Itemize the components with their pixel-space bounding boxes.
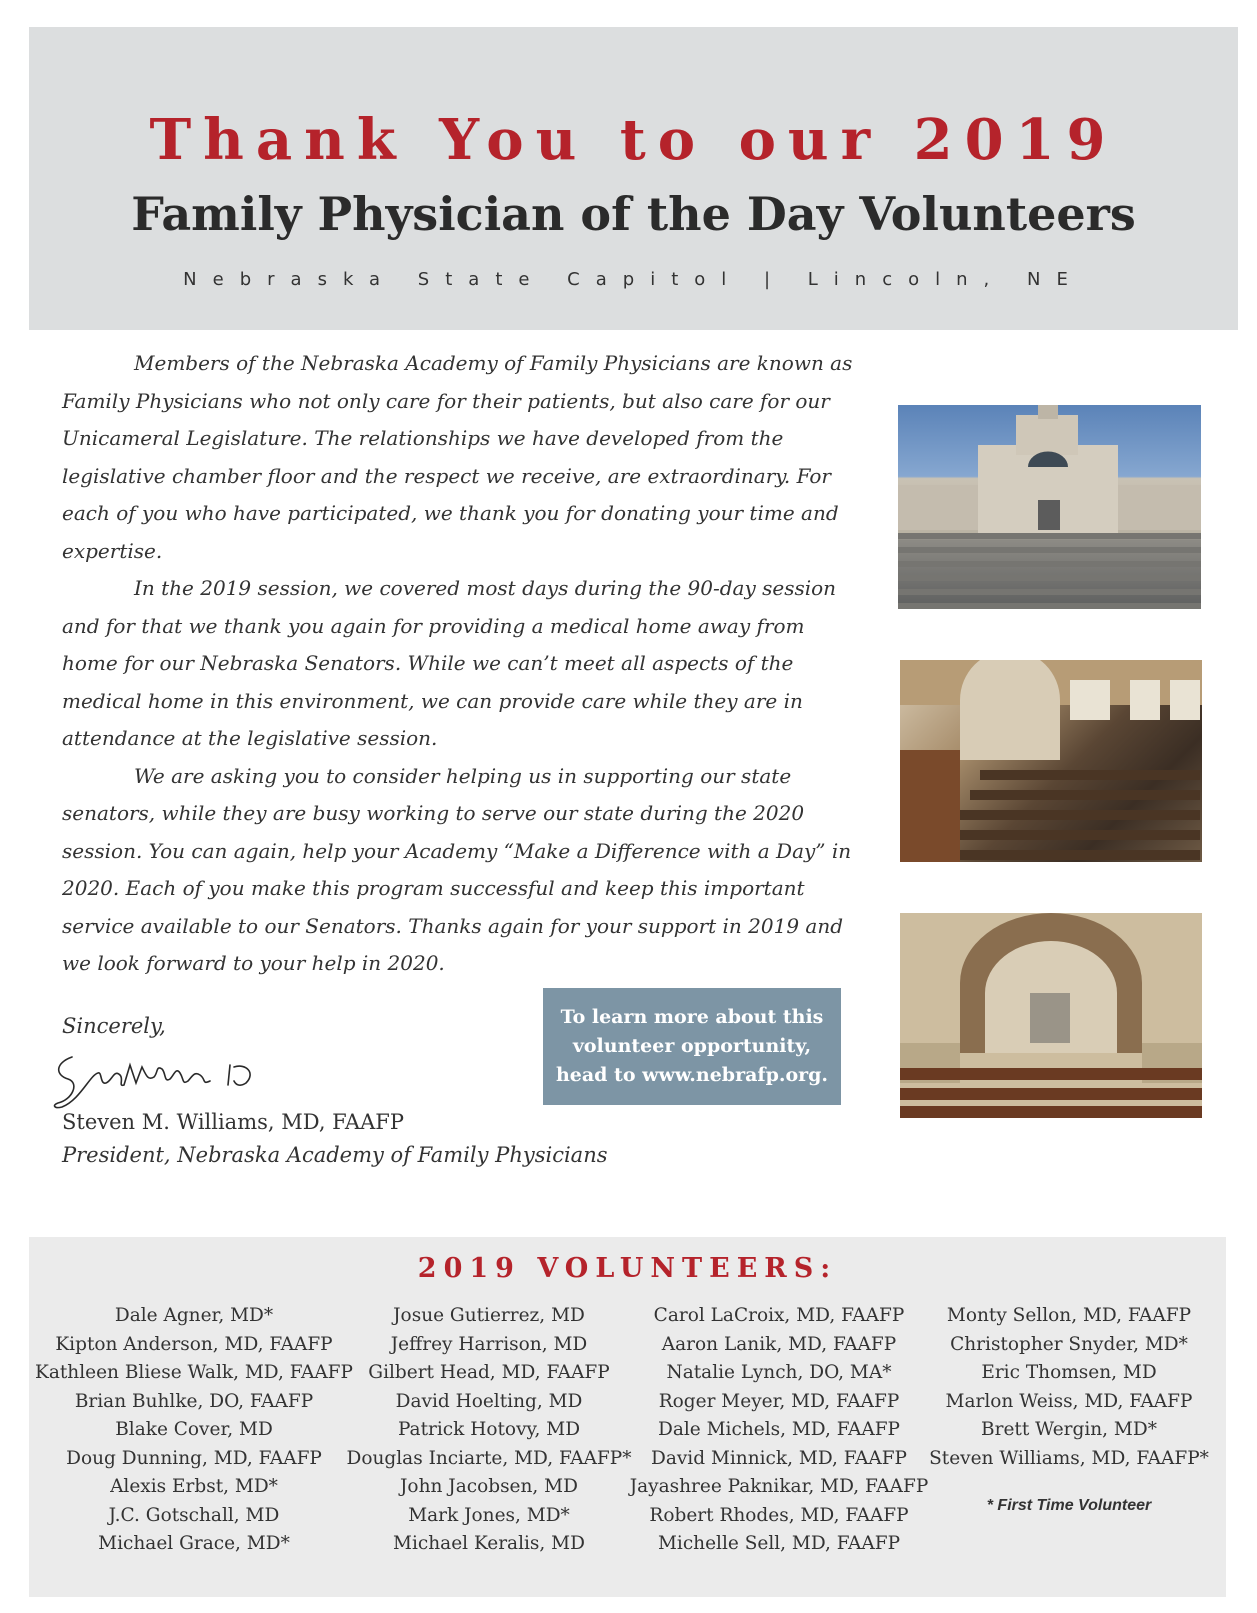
page-subtitle: Family Physician of the Day Volunteers — [131, 187, 1136, 241]
header-banner — [29, 27, 1238, 330]
volunteer-column-3 — [619, 1302, 939, 1559]
location-line: Nebraska State Capitol | Lincoln, NE — [183, 269, 1084, 290]
volunteer-name: Christopher Snyder, MD* — [950, 1333, 1188, 1355]
volunteer-name: Michael Keralis, MD — [393, 1533, 585, 1554]
volunteer-column-4 — [909, 1302, 1229, 1473]
letter-closing: Sincerely, — [62, 1014, 166, 1038]
signature-image — [50, 1045, 290, 1115]
volunteer-name: Doug Dunning, MD, FAAFP — [66, 1447, 322, 1469]
volunteer-name: Kathleen Bliese Walk, MD, FAAFP — [35, 1362, 353, 1383]
volunteer-name: David Hoelting, MD — [395, 1390, 583, 1412]
first-time-footnote: * First Time Volunteer — [986, 1497, 1152, 1514]
volunteer-name: Michael Grace, MD* — [98, 1533, 290, 1554]
chamber-interior-photo — [900, 913, 1202, 1118]
volunteer-name: David Minnick, MD, FAAFP — [650, 1447, 907, 1469]
volunteer-name: Eric Thomsen, MD — [981, 1362, 1157, 1383]
volunteer-column-2 — [329, 1302, 649, 1559]
volunteer-name: Alexis Erbst, MD* — [110, 1476, 278, 1497]
volunteer-name: Brian Buhlke, DO, FAAFP — [74, 1390, 314, 1412]
volunteer-name: Dale Agner, MD* — [114, 1305, 274, 1326]
volunteer-name: Jeffrey Harrison, MD — [390, 1333, 588, 1355]
volunteer-name: Brett Wergin, MD* — [981, 1419, 1157, 1440]
volunteer-name: Natalie Lynch, DO, MA* — [666, 1362, 892, 1383]
letter-body — [62, 345, 862, 983]
volunteer-name: Patrick Hotovy, MD — [397, 1419, 581, 1440]
volunteer-name: Douglas Inciarte, MD, FAAFP* — [346, 1447, 632, 1469]
volunteer-name: Michelle Sell, MD, FAAFP — [657, 1533, 901, 1554]
volunteer-name: Kipton Anderson, MD, FAAFP — [55, 1333, 333, 1355]
volunteers-section — [29, 1237, 1226, 1597]
letter-paragraph: We are asking you to consider helping us in supporting our state senators, while they are busy working to serve our state during the 2020 session. You can again, help your Academy “Make a Difference with a Day” in 2020. Each of you make this program successful and keep this important service available to our Senators. Thanks again for your support in 2019 and we look forward to your help in 2020. — [62, 763, 852, 975]
volunteer-name: Roger Meyer, MD, FAAFP — [658, 1390, 900, 1412]
letter-paragraph: Members of the Nebraska Academy of Family Physicians are known as Family Physicians who not only care for their patients, but also care for our Unicameral Legislature. The relationships we have developed from the legislative chamber floor and the respect we receive, are extraordinary. For each of you who have participated, we thank you for donating your time and expertise. — [62, 351, 853, 563]
volunteers-heading: 2019 VOLUNTEERS: — [417, 1253, 838, 1284]
volunteer-name: Steven Williams, MD, FAAFP* — [929, 1447, 1209, 1469]
volunteer-name: John Jacobsen, MD — [400, 1476, 578, 1497]
volunteer-name: Mark Jones, MD* — [408, 1504, 570, 1526]
signer-title: President, Nebraska Academy of Family Physicians — [62, 1143, 608, 1167]
volunteer-name: Aaron Lanik, MD, FAAFP — [661, 1333, 897, 1355]
volunteer-name: Monty Sellon, MD, FAAFP — [946, 1305, 1192, 1326]
volunteer-column-1 — [29, 1302, 359, 1559]
legislative-chamber-photo — [900, 660, 1202, 862]
signer-name: Steven M. Williams, MD, FAAFP — [62, 1110, 404, 1134]
volunteer-name: Josue Gutierrez, MD — [393, 1305, 585, 1326]
letter-paragraph: In the 2019 session, we covered most days during the 90-day session and for that we thank you again for providing a medical home away from home for our Nebraska Senators. While we can’t meet all aspects of the medical home in this environment, we can provide care while they are in attendance at the legislative session. — [62, 576, 837, 750]
volunteer-name: Marlon Weiss, MD, FAAFP — [945, 1390, 1193, 1412]
volunteer-name: Robert Rhodes, MD, FAAFP — [649, 1504, 909, 1526]
capitol-exterior-photo — [898, 405, 1201, 609]
learn-more-callout: To learn more about this volunteer opportunity, head to www.nebrafp.org. — [543, 988, 841, 1105]
volunteer-name: Blake Cover, MD — [115, 1419, 273, 1440]
volunteer-name: Dale Michels, MD, FAAFP — [658, 1419, 900, 1440]
volunteer-name: Jayashree Paknikar, MD, FAAFP — [629, 1476, 929, 1497]
volunteer-name: J.C. Gotschall, MD — [108, 1504, 280, 1526]
volunteer-name: Gilbert Head, MD, FAAFP — [368, 1362, 610, 1383]
page-title: Thank You to our 2019 — [149, 107, 1118, 173]
volunteer-name: Carol LaCroix, MD, FAAFP — [653, 1305, 905, 1326]
